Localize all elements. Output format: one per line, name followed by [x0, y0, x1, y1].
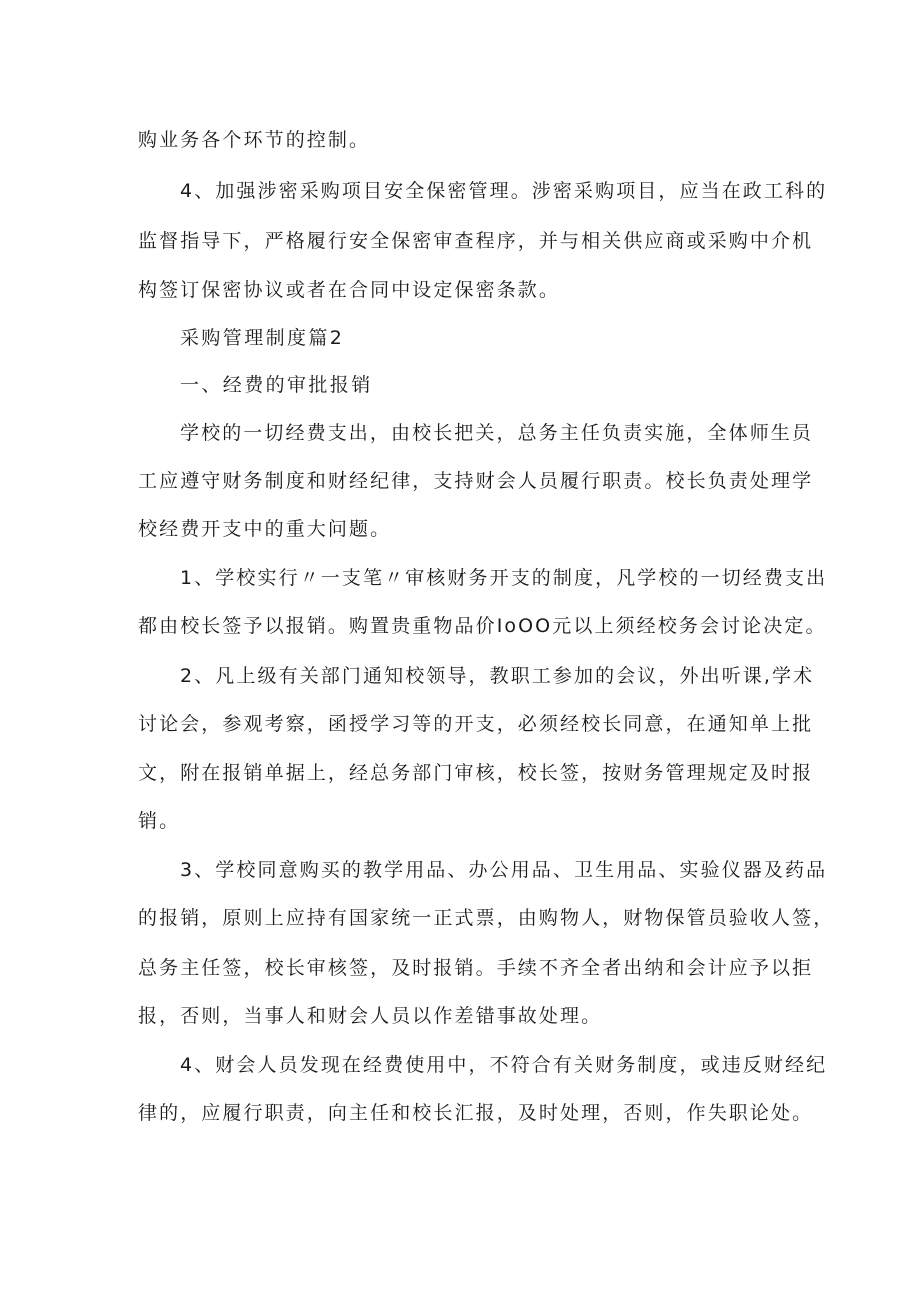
paragraph-line: 3、学校同意购买的教学用品、办公用品、卫生用品、实验仪器及药品	[180, 859, 828, 881]
paragraph-line: 都由校长签予以报销。购置贵重物品价IoOO元以上须经校务会讨论决定。	[138, 615, 827, 637]
paragraph-line: 律的，应履行职责，向主任和校长汇报，及时处理，否则，作失职论处。	[138, 1102, 814, 1124]
paragraph-line: 讨论会，参观考察，函授学习等的开支，必须经校长同意，在通知单上批	[138, 713, 814, 735]
paragraph-line: 4、加强涉密采购项目安全保密管理。涉密采购项目，应当在政工科的	[180, 180, 828, 202]
paragraph-line: 校经费开支中的重大问题。	[138, 518, 392, 540]
paragraph-line: 构签订保密协议或者在合同中设定保密条款。	[138, 279, 561, 301]
subsection-heading: 一、经费的审批报销	[180, 374, 373, 396]
paragraph-line: 1、学校实行〃一支笔〃审核财务开支的制度，凡学校的一切经费支出	[180, 567, 828, 589]
paragraph-line: 2、凡上级有关部门通知校领导，教职工参加的会议，外出听课,学术	[180, 665, 815, 687]
paragraph-line: 报，否则，当事人和财会人员以作差错事故处理。	[138, 1005, 603, 1027]
paragraph-line: 的报销，原则上应持有国家统一正式票，由购物人，财物保管员验收人签，	[138, 907, 835, 929]
paragraph-line: 4、财会人员发现在经费使用中，不符合有关财务制度，或违反财经纪	[180, 1054, 828, 1076]
paragraph-line: 监督指导下，严格履行安全保密审查程序，并与相关供应商或采购中介机	[138, 230, 814, 252]
section-heading: 采购管理制度篇2	[180, 327, 345, 349]
paragraph-line: 文，附在报销单据上，经总务部门审核，校长签，按财务管理规定及时报	[138, 762, 814, 784]
paragraph-line: 购业务各个环节的控制。	[138, 129, 371, 151]
paragraph-line: 学校的一切经费支出，由校长把关，总务主任负责实施，全体师生员	[180, 422, 814, 444]
paragraph-line: 总务主任签，校长审核签，及时报销。手续不齐全者出纳和会计应予以拒	[138, 957, 814, 979]
paragraph-line: 工应遵守财务制度和财经纪律，支持财会人员履行职责。校长负责处理学	[138, 470, 814, 492]
paragraph-line: 销。	[138, 810, 181, 832]
